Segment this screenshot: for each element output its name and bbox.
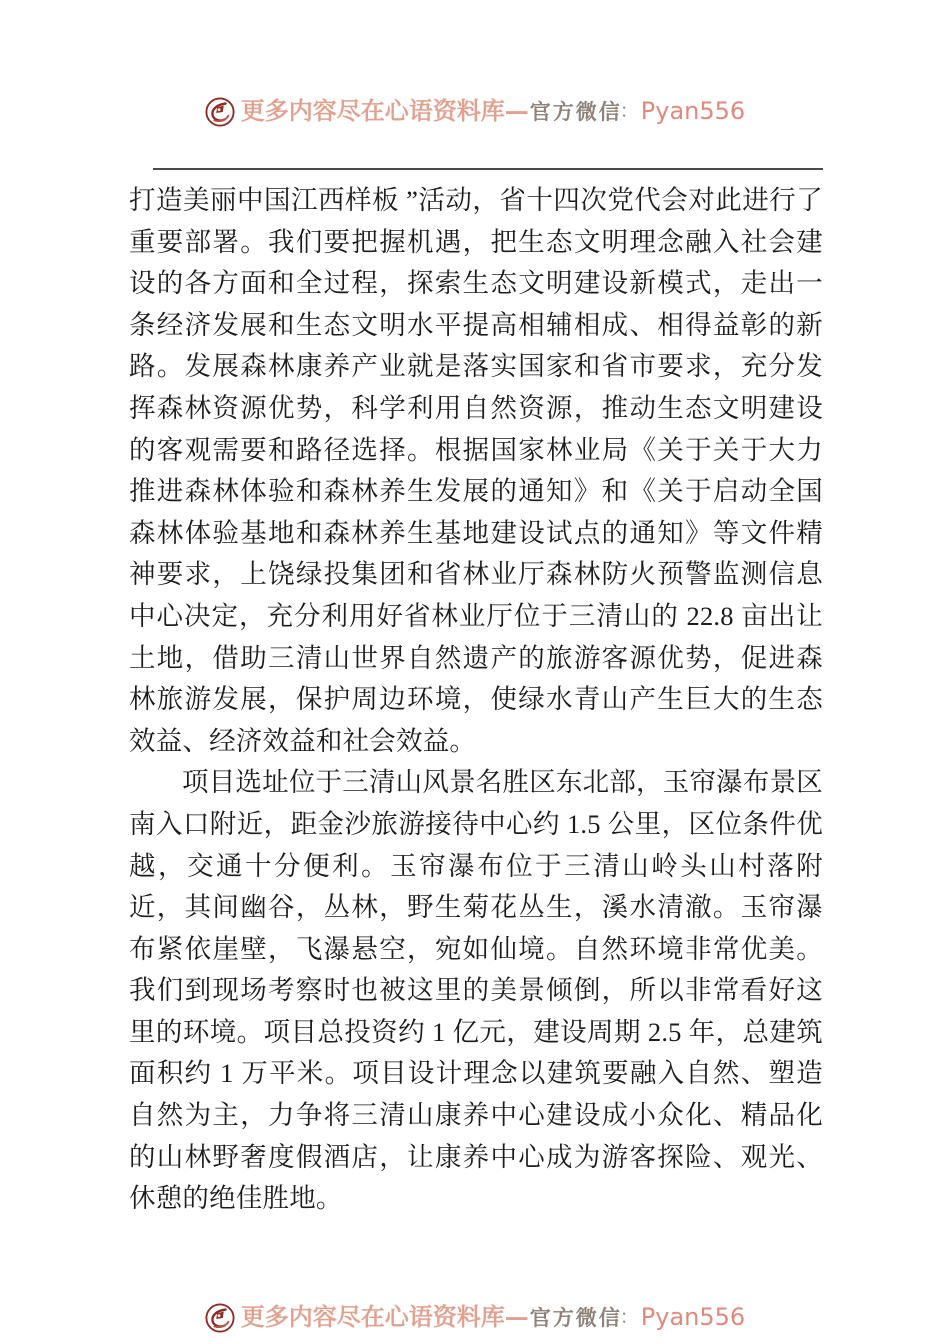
- watermark-wechat-label: 官方微信: [529, 1304, 622, 1330]
- watermark-brand-text: 更多内容尽在心语资料库: [240, 1302, 505, 1331]
- xinyu-circular-logo-icon: [205, 1303, 235, 1333]
- body-paragraph-2: 项目选址位于三清山风景名胜区东北部，玉帘瀑布景区南入口附近，距金沙旅游接待中心约 1.5 公里，区位条件优越，交通十分便利。玉帘瀑布位于三清山岭头山村落附近，其间幽谷，丛林，野生菊花丛生，溪水清澈。玉帘瀑布紧依崖壁，飞瀑悬空，宛如仙境。自然环境非常优美。我们到现场考察时也被这里的美景倾倒，所以非常看好这里的环境。项目总投资约 1 亿元，建设周期 2.5 年，总建筑面积约 1 万平米。项目设计理念以建筑要融入自然、塑造自然为主，力争将三清山康养中心建设成小众化、精品化的山林野奢度假酒店，让康养中心成为游客探险、观光、休憩的绝佳胜地。: [129, 767, 823, 1214]
- watermark-wechat-label: 官方微信: [529, 98, 622, 124]
- xinyu-circular-logo-icon: [205, 97, 235, 127]
- watermark-brand-text: 更多内容尽在心语资料库: [240, 96, 505, 125]
- body-paragraph-1: 打造美丽中国江西样板 ”活动，省十四次党代会对此进行了重要部署。我们要把握机遇，把生态文明理念融入社会建设的各方面和全过程，探索生态文明建设新模式，走出一条经济发展和生态文明水平提高相辅相成、相得益彰的新路。发展森林康养产业就是落实国家和省市要求，充分发挥森林资源优势，科学利用自然资源，推动生态文明建设的客观需要和路径选择。根据国家林业局《关于关于大力推进森林体验和森林养生发展的通知》和《关于启动全国森林体验基地和森林养生基地建设试点的通知》等文件精神要求，上饶绿投集团和省林业厅森林防火预警监测信息中心决定，充分利用好省林业厅位于三清山的 22.8 亩出让土地，借助三清山世界自然遗产的旅游客源优势，促进森林旅游发展，保护周边环境，使绿水青山产生巨大的生态效益、经济效益和社会效益。: [129, 185, 823, 756]
- document-body: [129, 180, 823, 1220]
- watermark-footer: [0, 1302, 950, 1332]
- watermark-wechat-handle: Pyan556: [640, 97, 746, 125]
- watermark-dash: —: [504, 96, 529, 125]
- watermark-colon: ：: [619, 1305, 639, 1328]
- watermark-wechat-handle: Pyan556: [640, 1303, 746, 1331]
- watermark-dash: —: [504, 1302, 529, 1331]
- watermark-colon: ：: [619, 99, 639, 122]
- watermark-header: [0, 96, 950, 126]
- header-divider: [153, 168, 823, 170]
